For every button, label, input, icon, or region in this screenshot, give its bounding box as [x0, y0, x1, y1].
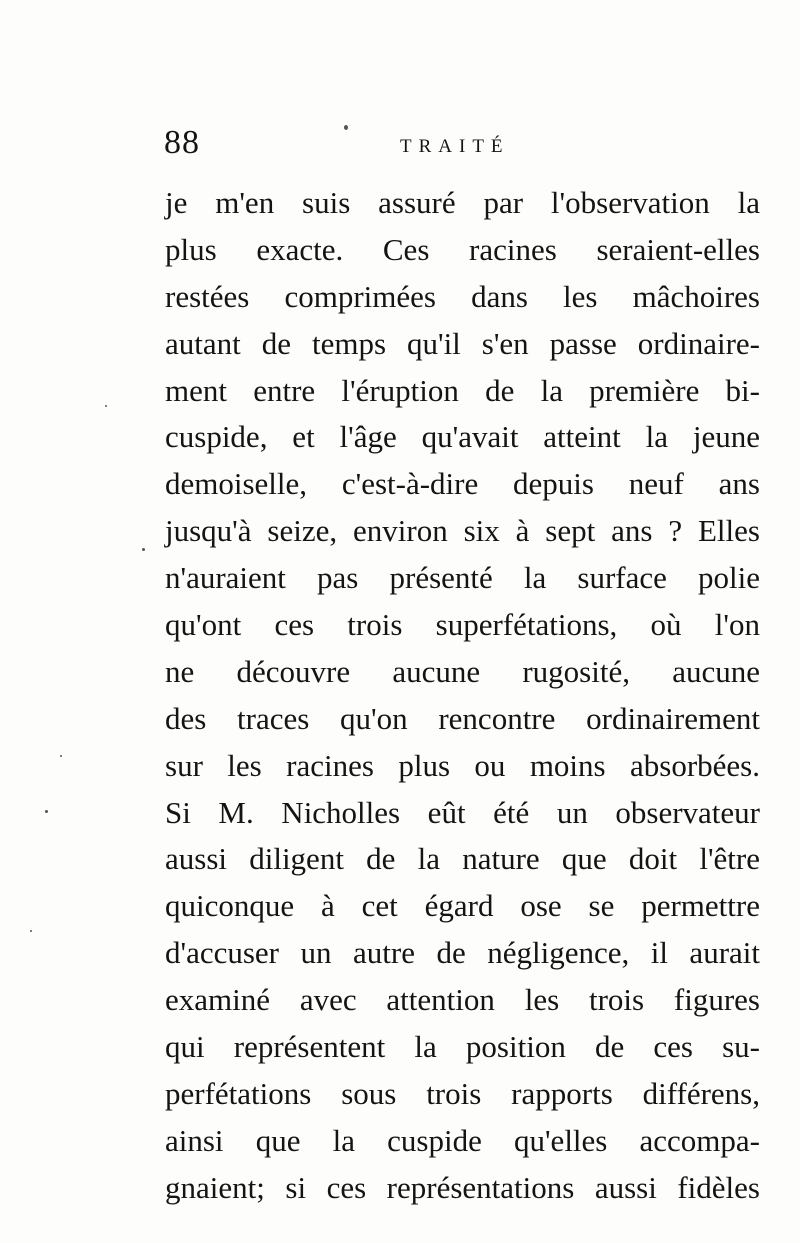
running-head: TRAITÉ	[400, 136, 510, 157]
print-speck	[344, 125, 348, 130]
text-line: examiné avec attention les trois figures	[165, 982, 760, 1018]
text-line: autant de temps qu'il s'en passe ordinaire-	[165, 325, 760, 361]
text-line: perfétations sous trois rapports différens,	[165, 1075, 760, 1111]
print-speck	[142, 548, 145, 551]
text-line: ne découvre aucune rugosité, aucune	[165, 653, 760, 689]
text-line: d'accuser un autre de négligence, il aurait	[165, 935, 760, 971]
page-header	[160, 120, 760, 170]
text-line: restées comprimées dans les mâchoires	[165, 278, 760, 314]
print-speck	[105, 405, 107, 407]
text-line: ment entre l'éruption de la première bi-	[165, 372, 760, 408]
text-line: je m'en suis assuré par l'observation la	[165, 185, 760, 220]
print-speck	[45, 810, 48, 813]
text-line: demoiselle, c'est-à-dire depuis neuf ans	[165, 466, 760, 502]
print-speck	[30, 930, 32, 932]
body-text	[165, 180, 760, 1212]
text-line: cuspide, et l'âge qu'avait atteint la jeune	[165, 419, 760, 455]
text-line: Si M. Nicholles eût été un observateur	[165, 794, 760, 830]
text-line: ainsi que la cuspide qu'elles accompa-	[165, 1122, 760, 1158]
text-line: plus exacte. Ces racines seraient-elles	[165, 231, 760, 267]
text-line: quiconque à cet égard ose se permettre	[165, 888, 760, 924]
text-line: qu'ont ces trois superfétations, où l'on	[165, 607, 760, 643]
text-line: jusqu'à seize, environ six à sept ans ? Elles	[165, 513, 760, 549]
page-number: 88	[164, 124, 200, 161]
text-line: qui représentent la position de ces su-	[165, 1029, 760, 1065]
text-line: n'auraient pas présenté la surface polie	[165, 560, 760, 596]
print-speck	[60, 755, 62, 757]
text-line: sur les racines plus ou moins absorbées.	[165, 747, 760, 783]
text-line: des traces qu'on rencontre ordinairement	[165, 700, 760, 736]
text-line: aussi diligent de la nature que doit l'être	[165, 841, 760, 877]
text-line: gnaient; si ces représentations aussi fidèles	[165, 1169, 760, 1205]
